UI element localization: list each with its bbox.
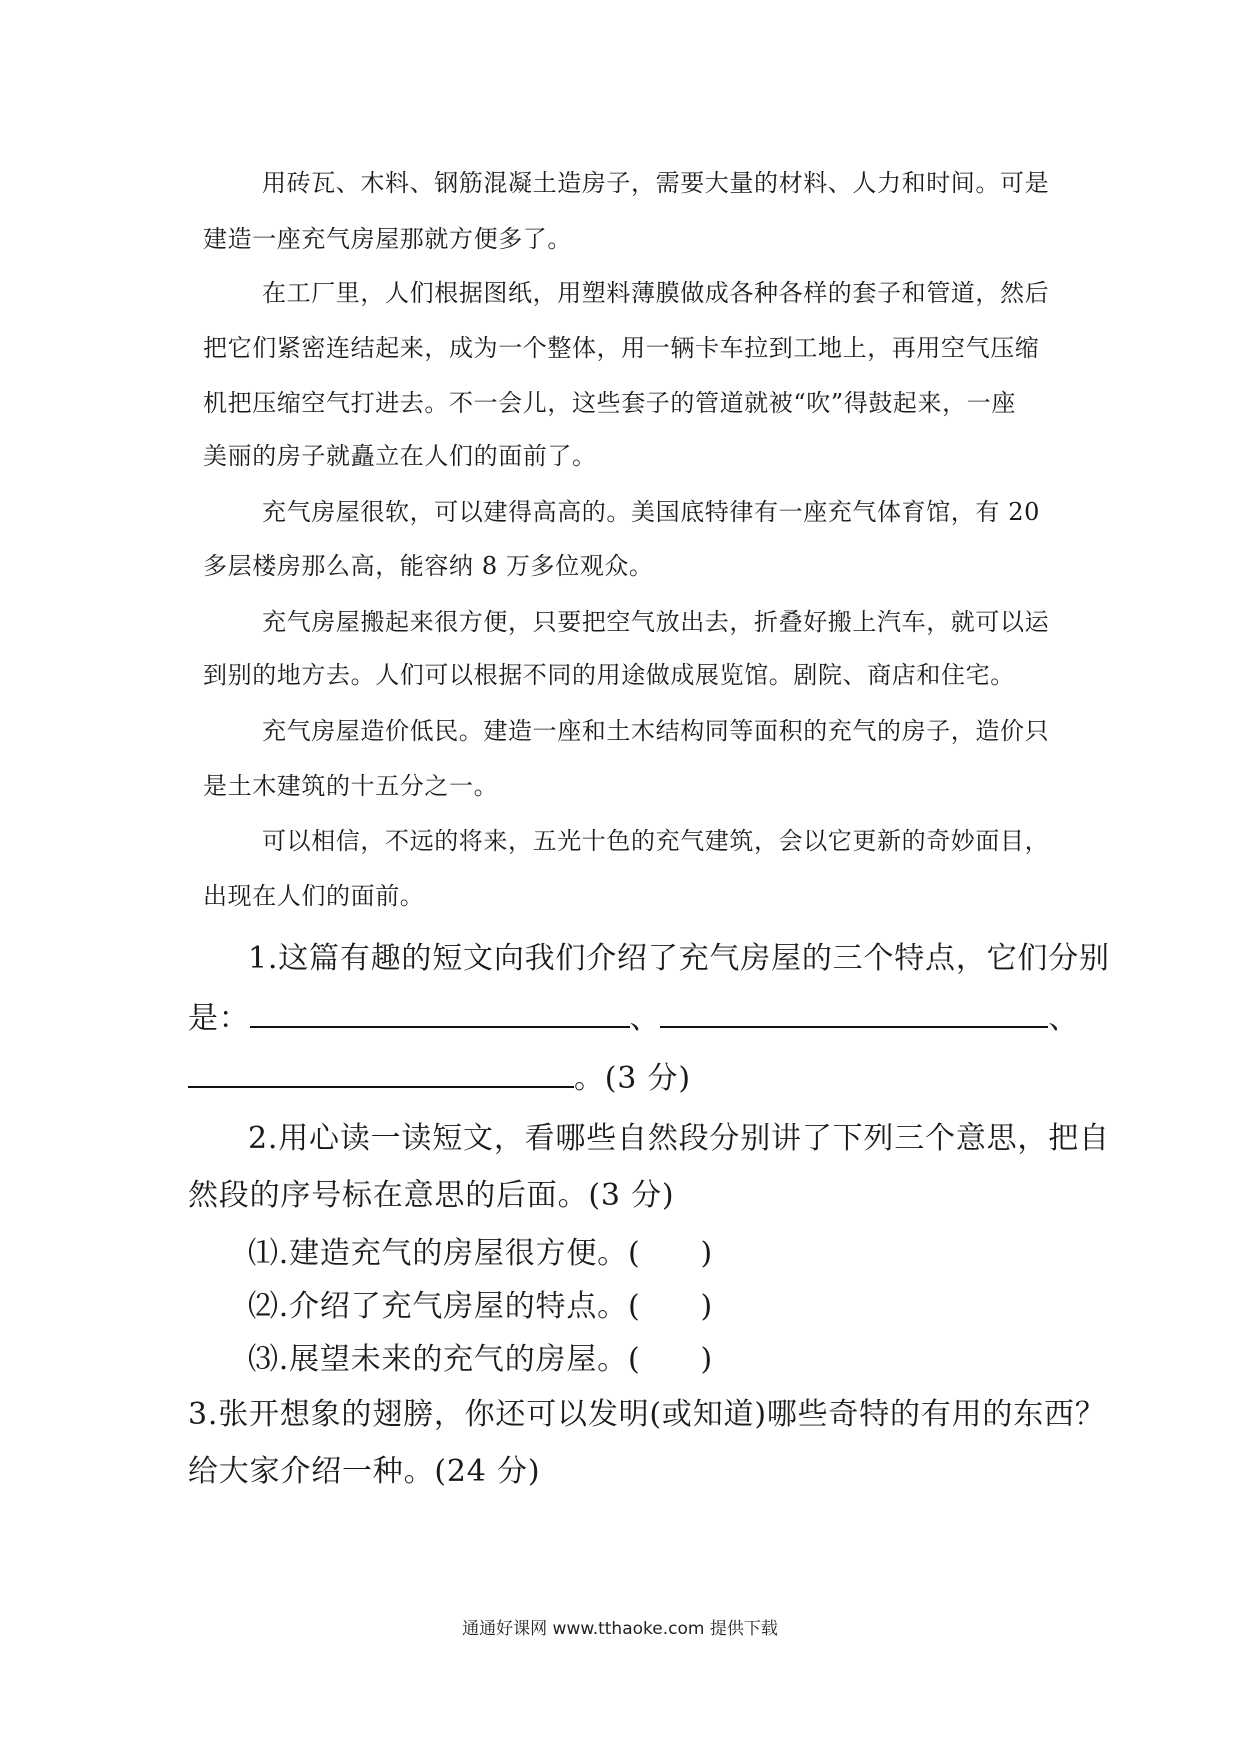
passage-p6-line2: 出现在人们的面前。 — [203, 882, 425, 910]
passage-p1-line1: 用砖瓦、木料、钢筋混凝土造房子，需要大量的材料、人力和时间。可是 — [262, 169, 1050, 197]
separator-2: 、 — [1048, 1001, 1080, 1036]
item-3-close-paren: ) — [700, 1342, 713, 1377]
question-1-line2 — [188, 993, 1079, 1037]
question-1-line1: 1.这篇有趣的短文向我们介绍了充气房屋的三个特点，它们分别 — [248, 941, 1110, 976]
question-2-line1: 2.用心读一读短文，看哪些自然段分别讲了下列三个意思，把自 — [248, 1121, 1110, 1156]
question-2-item-3 — [248, 1334, 713, 1378]
answer-blank-3[interactable] — [188, 1060, 574, 1088]
passage-p2-line1: 在工厂里，人们根据图纸，用塑料薄膜做成各种各样的套子和管道，然后 — [262, 279, 1050, 307]
item-3-label: ⑶.展望未来的充气的房屋。 — [248, 1342, 628, 1377]
question-1-score: 。(3 分) — [574, 1061, 691, 1096]
separator-1: 、 — [629, 1001, 661, 1036]
footer-credit: 通通好课网 www.tthaoke.com 提供下载 — [462, 1619, 778, 1639]
question-2-line2: 然段的序号标在意思的后面。(3 分) — [188, 1178, 675, 1213]
question-1-prefix: 是： — [188, 1001, 250, 1036]
answer-blank-2[interactable] — [660, 1000, 1048, 1028]
item-2-close-paren: ) — [700, 1289, 713, 1324]
item-1-close-paren: ) — [700, 1236, 713, 1271]
passage-p2-line4: 美丽的房子就矗立在人们的面前了。 — [203, 442, 597, 470]
question-2-item-2 — [248, 1281, 713, 1325]
passage-p6-line1: 可以相信，不远的将来，五光十色的充气建筑，会以它更新的奇妙面目， — [262, 827, 1050, 855]
question-2-item-1 — [248, 1228, 713, 1272]
passage-p4-line2: 到别的地方去。人们可以根据不同的用途做成展览馆。剧院、商店和住宅。 — [203, 661, 1015, 689]
passage-p2-line3: 机把压缩空气打进去。不一会儿，这些套子的管道就被“吹”得鼓起来，一座 — [203, 389, 1016, 417]
passage-p3-line1: 充气房屋很软，可以建得高高的。美国底特律有一座充气体育馆，有 20 — [262, 498, 1040, 526]
question-3-line2: 给大家介绍一种。(24 分) — [188, 1454, 541, 1489]
question-3-line1: 3.张开想象的翅膀，你还可以发明(或知道)哪些奇特的有用的东西？ — [188, 1397, 1106, 1432]
passage-p5-line2: 是土木建筑的十五分之一。 — [203, 772, 499, 800]
item-1-label: ⑴.建造充气的房屋很方便。 — [248, 1236, 628, 1271]
passage-p4-line1: 充气房屋搬起来很方便，只要把空气放出去，折叠好搬上汽车，就可以运 — [262, 608, 1050, 636]
passage-p2-line2: 把它们紧密连结起来，成为一个整体，用一辆卡车拉到工地上，再用空气压缩 — [203, 334, 1040, 362]
item-3-open-paren: ( — [627, 1342, 641, 1377]
passage-p1-line2: 建造一座充气房屋那就方便多了。 — [203, 225, 572, 253]
item-2-label: ⑵.介绍了充气房屋的特点。 — [248, 1289, 628, 1324]
passage-p5-line1: 充气房屋造价低民。建造一座和土木结构同等面积的充气的房子，造价只 — [262, 717, 1050, 745]
question-1-line3 — [188, 1053, 691, 1097]
item-1-open-paren: ( — [627, 1236, 641, 1271]
passage-p3-line2: 多层楼房那么高，能容纳 8 万多位观众。 — [203, 552, 654, 580]
item-2-open-paren: ( — [627, 1289, 641, 1324]
answer-blank-1[interactable] — [250, 1000, 630, 1028]
